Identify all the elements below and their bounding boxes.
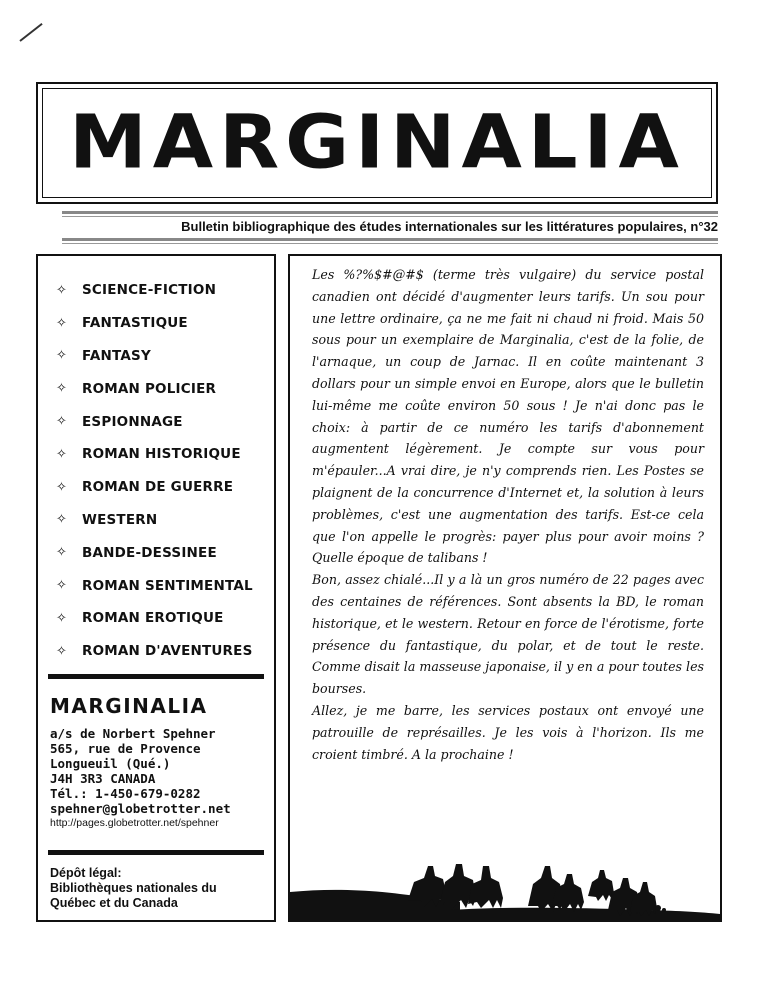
genre-label: FANTASTIQUE (82, 315, 188, 332)
masthead-title: MARGINALIA (69, 100, 685, 186)
diamond-bullet-icon: ✧ (56, 610, 67, 626)
genre-item (56, 372, 274, 405)
email-link[interactable]: spehner@globetrotter.net (50, 801, 231, 816)
diamond-bullet-icon: ✧ (56, 578, 67, 594)
bulletin-subtitle: Bulletin bibliographique des études internationales sur les littératures populaires, n°32 (181, 219, 718, 234)
genre-item (56, 602, 274, 635)
postal-code: J4H 3R3 CANADA (50, 771, 156, 786)
genre-label: ROMAN SENTIMENTAL (82, 577, 253, 594)
genre-item (56, 340, 274, 373)
masthead-frame (42, 88, 712, 198)
genre-label: ROMAN DE GUERRE (82, 479, 234, 496)
genre-label: BANDE-DESSINEE (82, 544, 217, 561)
genre-list (38, 256, 274, 668)
genre-item (56, 471, 274, 504)
editorial-column (288, 254, 722, 922)
genre-item (56, 405, 274, 438)
editorial-text (312, 264, 704, 765)
corner-mark (19, 23, 42, 42)
genre-item (56, 307, 274, 340)
diamond-bullet-icon: ✧ (56, 479, 67, 495)
diamond-bullet-icon: ✧ (56, 643, 67, 659)
phone: Tél.: 1-450-679-0282 (50, 786, 201, 801)
divider (48, 674, 264, 679)
diamond-bullet-icon: ✧ (56, 414, 67, 430)
legal-line: Bibliothèques nationales du (50, 881, 217, 895)
legal-line: Dépôt légal: (50, 866, 122, 880)
genre-label: WESTERN (82, 511, 158, 528)
diamond-bullet-icon: ✧ (56, 446, 67, 462)
genre-label: FANTASY (82, 347, 151, 364)
genre-item (56, 274, 274, 307)
genre-item (56, 438, 274, 471)
contact-address (50, 726, 231, 831)
genre-item (56, 569, 274, 602)
diamond-bullet-icon: ✧ (56, 348, 67, 364)
genre-label: SCIENCE-FICTION (82, 282, 217, 299)
diamond-bullet-icon: ✧ (56, 512, 67, 528)
genre-label: ESPIONNAGE (82, 413, 183, 430)
genre-label: ROMAN EROTIQUE (82, 610, 224, 627)
diamond-bullet-icon: ✧ (56, 381, 67, 397)
street: 565, rue de Provence (50, 741, 201, 756)
diamond-bullet-icon: ✧ (56, 315, 67, 331)
top-rule (62, 211, 718, 214)
divider (48, 850, 264, 855)
genre-item (56, 504, 274, 537)
care-of: a/s de Norbert Spehner (50, 726, 216, 741)
genre-label: ROMAN POLICIER (82, 380, 217, 397)
genre-item (56, 536, 274, 569)
legal-deposit (50, 866, 217, 911)
diamond-bullet-icon: ✧ (56, 282, 67, 298)
city: Longueuil (Qué.) (50, 756, 171, 771)
contact-title: MARGINALIA (50, 694, 208, 718)
masthead (36, 82, 718, 204)
diamond-bullet-icon: ✧ (56, 545, 67, 561)
top-rule-thin (62, 216, 718, 217)
website-link[interactable]: http://pages.globetrotter.net/spehner (50, 817, 219, 829)
sidebar (36, 254, 276, 922)
genre-item (56, 635, 274, 668)
bottom-rule-thin (62, 243, 718, 244)
editorial-paragraph: Allez, je me barre, les services postaux ont envoyé une patrouille de représailles. Je les vois à l'horizon. Ils me croient timbré. A la prochaine ! (312, 702, 704, 762)
genre-label: ROMAN D'AVENTURES (82, 643, 253, 660)
legal-line: Québec et du Canada (50, 896, 178, 910)
editorial-paragraph: Les %?%$#@#$ (terme très vulgaire) du service postal canadien ont décidé d'augmenter leurs tarifs. Un sou pour une lettre ordinaire, ça ne me fait ni chaud ni froid. Mais 50 sous pour un exemplaire de Marginalia, c'est de la folie, de l'arnaque, un coup de Jarnac. Il en coûte maintenant 3 dollars pour un simple envoi en Europe, alors que le bulletin lui-même me coûte environ 50 sous ! Je n'ai donc pas le choix: à partir de ce numéro les tarifs d'abonnement augmentent légèrement. Je compte sur vous pour m'épauler...A vrai dire, je n'y comprends rien. Les Postes se plaignent de la concurrence d'Internet et, la solution à leurs problèmes, c'est une augmentation des tarifs. Est-ce cela que l'on appelle le progrès: payer plus pour avoir moins ? Quelle époque de talibans ! (312, 267, 704, 566)
genre-label: ROMAN HISTORIQUE (82, 446, 241, 463)
horse-riders-silhouette-icon (290, 830, 720, 920)
bottom-rule (62, 238, 718, 241)
editorial-paragraph: Bon, assez chialé...Il y a là un gros numéro de 22 pages avec des centaines de références. Sont absents la BD, le roman historique, et le western. Retour en force de l'érotisme, forte présence du fantastique, du polar, et de tout le reste. Comme disait la masseuse japonaise, il y en a pour toutes les bourses. (312, 572, 704, 697)
